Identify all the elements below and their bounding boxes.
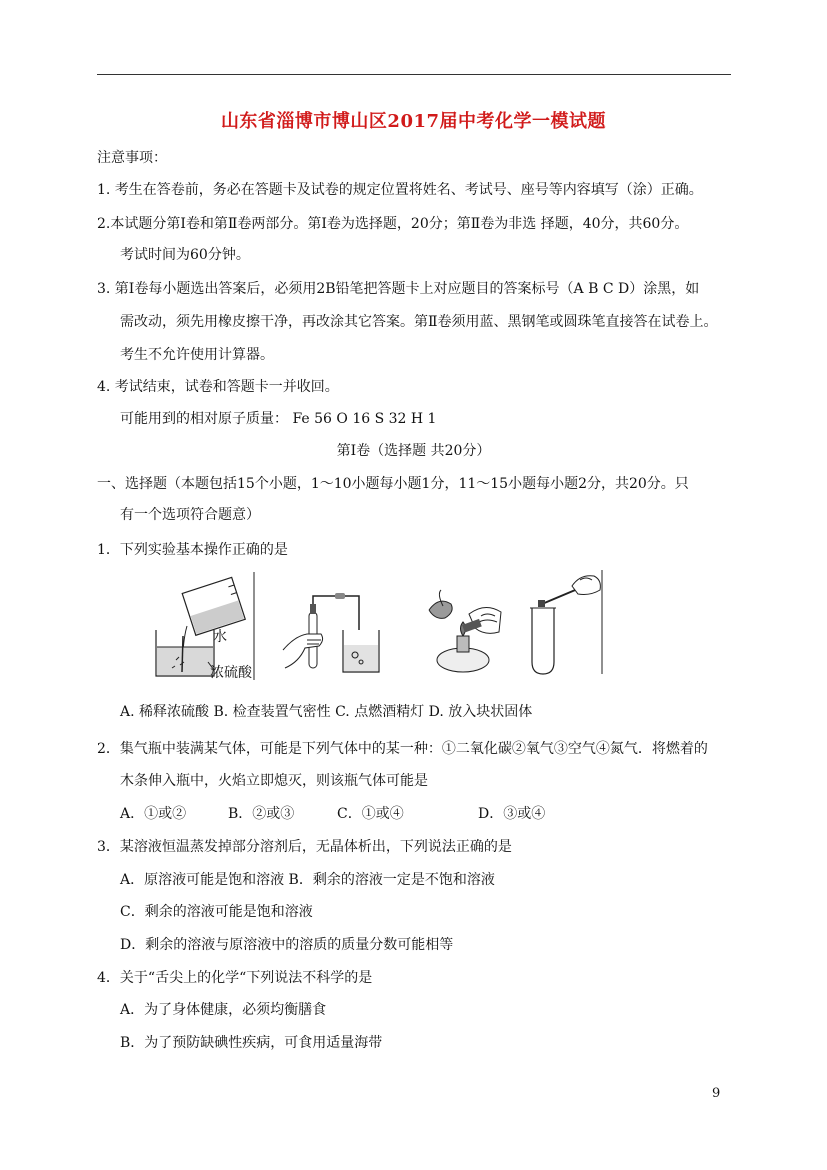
page-number: 9 [712,1086,721,1101]
q1-options: A. 稀释浓硫酸 B. 检查装置气密性 C. 点燃酒精灯 D. 放入块状固体 [120,704,533,720]
q3-option-c: C．剩余的溶液可能是饱和溶液 [120,904,313,920]
q2-option-d: D．③或④ [478,806,546,822]
exam-title: 山东省淄博市博山区2017届中考化学一模试题 [220,111,607,132]
notice-item-3-cont: 需改动，须先用橡皮擦干净，再改涂其它答案。第Ⅱ卷须用蓝、黑钢笔或圆珠笔直接答在试卷上。 [120,314,718,330]
q2-stem-cont: 木条伸入瓶中，火焰立即熄灭，则该瓶气体可能是 [120,773,428,789]
notice-item-4: 4. 考试结束，试卷和答题卡一并收回。 [97,379,339,395]
q4-option-a: A．为了身体健康，必须均衡膳食 [120,1002,327,1018]
part-heading: 一、选择题（本题包括15个小题，1～10小题每小题1分，11～15小题每小题2分，共20分。只 [97,476,689,492]
section-title: 第Ⅰ卷（选择题 共20分） [336,443,491,459]
figure-add-solid [520,570,610,676]
notice-item-1: 1. 考生在答卷前，务必在答题卡及试卷的规定位置将姓名、考试号、座号等内容填写（涂）正确。 [97,182,703,198]
label-water: 水 [213,629,227,645]
q2-option-b: B．②或③ [228,806,295,822]
label-conc-acid: 浓硫酸 [210,665,252,681]
q2-stem: 2．集气瓶中装满某气体，可能是下列气体中的某一种：①二氧化碳②氧气③空气④氮气．将燃着的 [97,741,708,757]
notice-item-3-cont2: 考生不允许使用计算器。 [120,347,274,363]
figure-alcohol-lamp [425,588,505,676]
notice-item-3: 3. 第Ⅰ卷每小题选出答案后，必须用2B铅笔把答题卡上对应题目的答案标号（A B C D）涂黑，如 [97,281,700,297]
q4-option-b: B．为了预防缺碘性疾病，可食用适量海带 [120,1035,383,1051]
notice-item-2: 2.本试题分第Ⅰ卷和第Ⅱ卷两部分。第Ⅰ卷为选择题，20分；第Ⅱ卷为非选 择题，40分，共60分。 [97,216,689,232]
q4-stem: 4．关于“舌尖上的化学“下列说法不科学的是 [97,970,373,986]
notice-item-2-cont: 考试时间为60分钟。 [120,247,250,263]
q3-options-ab: A．原溶液可能是饱和溶液 B．剩余的溶液一定是不饱和溶液 [120,872,495,888]
q1-stem: 1．下列实验基本操作正确的是 [97,542,288,558]
q2-option-c: C．①或④ [337,806,404,822]
notice-heading: 注意事项： [97,150,167,166]
header-rule [97,74,731,75]
atomic-masses: 可能用到的相对原子质量： Fe 56 O 16 S 32 H 1 [120,411,437,427]
figure-airtight-check [281,590,391,675]
q3-stem: 3．某溶液恒温蒸发掉部分溶剂后，无晶体析出，下列说法正确的是 [97,839,512,855]
q2-option-a: A．①或② [120,806,187,822]
part-heading-cont: 有一个选项符合题意） [120,507,260,523]
q3-option-d: D．剩余的溶液与原溶液中的溶质的质量分数可能相等 [120,937,454,953]
